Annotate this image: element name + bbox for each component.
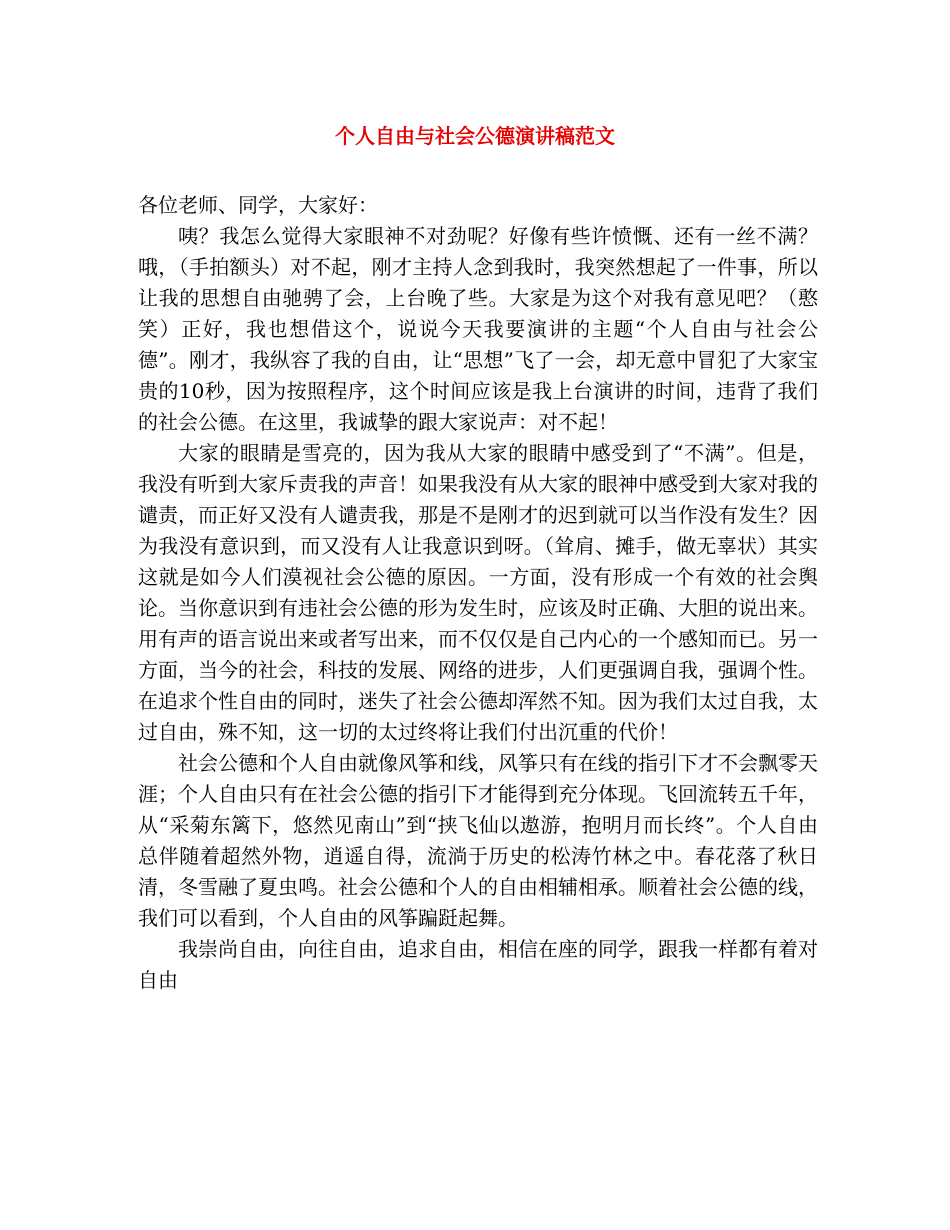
paragraph: 社会公德和个人自由就像风筝和线，风筝只有在线的指引下才不会飘零天涯；个人自由只有在社会公德的指引下才能得到充分体现。飞回流转五千年，从“采菊东篱下，悠然见南山”到“挟飞仙以遨游，抱明月而长终”。个人自由总伴随着超然外物，逍遥自得，流淌于历史的松涛竹林之中。春花落了秋日清，冬雪融了夏虫鸣。社会公德和个人的自由相辅相承。顺着社会公德的线，我们可以看到，个人自由的风筝蹁跹起舞。 xyxy=(138,751,818,930)
paragraph: 大家的眼睛是雪亮的，因为我从大家的眼睛中感受到了“不满”。但是，我没有听到大家斥责我的声音！如果我没有从大家的眼神中感受到大家对我的谴责，而正好又没有人谴责我，那是不是刚才的迟到就可以当作没有发生？因为我没有意识到，而又没有人让我意识到呀。（耸肩、摊手，做无辜状）其实这就是如今人们漠视社会公德的原因。一方面，没有形成一个有效的社会舆论。当你意识到有违社会公德的形为发生时，应该及时正确、大胆的说出来。用有声的语言说出来或者写出来，而不仅仅是自己内心的一个感知而已。另一方面，当今的社会，科技的发展、网络的进步，人们更强调自我，强调个性。在追求个性自由的同时，迷失了社会公德却浑然不知。因为我们太过自我，太过自由，殊不知，这一切的太过终将让我们付出沉重的代价！ xyxy=(138,441,818,744)
greeting-line: 各位老师、同学，大家好： xyxy=(138,193,378,217)
paragraph: 我崇尚自由，向往自由，追求自由，相信在座的同学，跟我一样都有着对自由 xyxy=(138,937,818,992)
paragraph: 咦？我怎么觉得大家眼神不对劲呢？好像有些许愤慨、还有一丝不满？哦，（手拍额头）对不起，刚才主持人念到我时，我突然想起了一件事，所以让我的思想自由驰骋了会，上台晚了些。大家是为这个对我有意见吧？（憨笑）正好，我也想借这个，说说今天我要演讲的主题“个人自由与社会公德”。刚才，我纵容了我的自由，让“思想”飞了一会，却无意中冒犯了大家宝贵的10秒，因为按照程序，这个时间应该是我上台演讲的时间，违背了我们的社会公德。在这里，我诚挚的跟大家说声：对不起！ xyxy=(138,224,818,434)
document-title: 个人自由与社会公德演讲稿范文 xyxy=(335,124,615,148)
document-body xyxy=(138,190,818,996)
